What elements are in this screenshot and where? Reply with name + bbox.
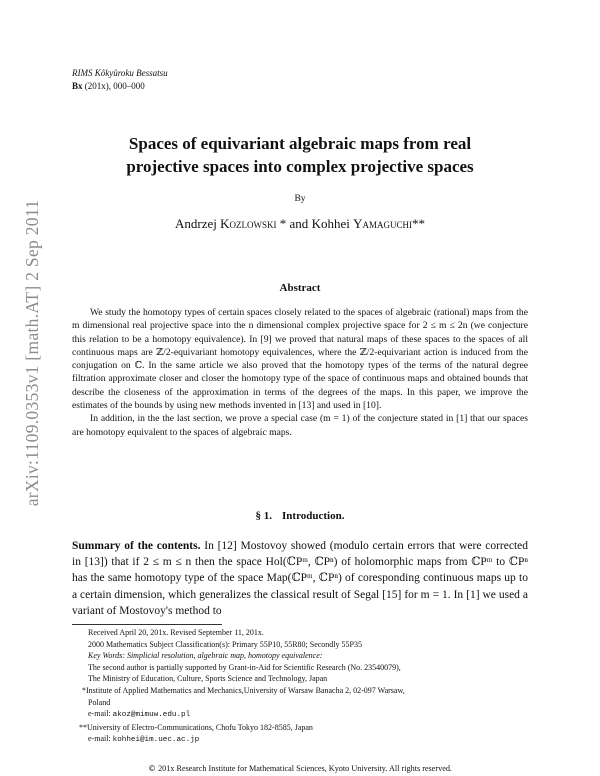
abstract-paragraph-2: In addition, in the the last section, we prove a special case (m = 1) of the conjecture stated in [1] that our spaces are homotopy equivalent to the spaces of algebraic maps. [72, 413, 528, 438]
title-line-2: projective spaces into complex projective spaces [126, 157, 474, 176]
email-2-label: e-mail: [88, 734, 113, 744]
email-1-label: e-mail: [88, 709, 113, 719]
copyright-text: 201x Research Institute for Mathematical Sciences, Kyoto University. All rights reserved. [156, 764, 452, 773]
section-number: § 1. [255, 510, 273, 522]
footnote-affiliation-1: *Institute of Applied Mathematics and Mechanics,University of Warsaw Banacha 2, 02-097 Warsaw, [82, 685, 405, 695]
author-and: and [286, 216, 312, 231]
intro-text: In [12] Mostovoy showed (modulo certain errors that were corrected in [13]) that if 2 ≤ m ≤ n then the space Hol(ℂPᵐ, ℂPⁿ) of holomorphic maps from ℂPᵐ to ℂPⁿ has the same homotopy type of the space Map(ℂPᵐ, ℂPⁿ) of coresponding continuous maps up to a certain dimension, which generalizes the classical result of Segal [15] for m = 1. In [1] we used a variant of Mostovoy's method to [72, 540, 528, 617]
footnote-received: Received April 20, 201x. Revised September 11, 201x. [88, 628, 264, 637]
email-1-link[interactable]: akoz@mimuw.edu.pl [112, 711, 191, 720]
footnote-affiliation-1-country: Poland [88, 697, 111, 707]
arxiv-stamp: arXiv:1109.0353v1 [math.AT] 2 Sep 2011 [22, 199, 42, 507]
footnote-msc: 2000 Mathematics Subject Classification(s): Primary 55P10, 55R80; Secondly 55P35 [88, 639, 362, 649]
footnote-email-1-line [88, 708, 528, 722]
abstract-paragraph-1: We study the homotopy types of certain spaces closely related to the spaces of algebraic (rational) maps from the m dimensional real projective space into the n dimensional complex projective space for 2 ≤ m ≤ 2n (we conjecture this relation to be a homotopy equivalence). In [9] we proved that natural maps of these spaces to the spaces of all continuous maps are ℤ/2-equivariant homotopy equivalences, where the ℤ/2-equivariant action is induced from the conjugation on ℂ. In the same article we also proved that the homotopy types of the terms of the natural degree filtration approximate closer and closer the homotopy type of the space of continuous maps and obtained bounds that describe the closeness of the approximation in terms of the degrees of the maps. In this paper, we improve the estimates of the bounds by using new methods invented in [13] and used in [10]. [72, 307, 528, 412]
journal-header [72, 67, 168, 93]
email-2-link[interactable]: kohhei@im.uec.ac.jp [112, 736, 200, 745]
by-label: By [294, 194, 306, 204]
footnote-keywords: Key Words: Simplicial resolution, algebraic map, homotopy equivalence: [88, 651, 323, 661]
author-1-mark: * [276, 216, 287, 231]
footnote-support-1: The second author is partially supported by Grant-in-Aid for Scientific Research (No. 23540079), [88, 662, 401, 672]
footnote-support-2: The Ministry of Education, Culture, Sports Science and Technology, Japan [88, 674, 328, 684]
volume-year-pages: (201x), 000–000 [82, 81, 145, 91]
author-1-first: Andrzej [175, 216, 221, 231]
intro-paragraph [72, 538, 528, 619]
volume-label: Bx [72, 81, 83, 91]
abstract-heading: Abstract [279, 282, 321, 294]
copyright-symbol: © [148, 764, 157, 773]
paper-title [60, 132, 540, 178]
footnote-email-2-line [88, 733, 528, 747]
footnote-affiliation-2: **University of Electro-Communications, Chofu Tokyo 182-8585, Japan [79, 722, 313, 732]
author-1-last: Kozlowski [220, 216, 277, 231]
section-heading [0, 510, 600, 522]
footnote-rule [72, 624, 222, 625]
author-2-first: Kohhei [311, 216, 354, 231]
author-2-last: Yamaguchi [353, 216, 412, 231]
abstract-body [72, 306, 528, 439]
section-title: Introduction. [282, 510, 345, 522]
copyright-line [0, 764, 600, 774]
intro-lead: Summary of the contents. [72, 540, 201, 552]
journal-volume [72, 80, 168, 93]
author-line [0, 216, 600, 232]
author-2-mark: ** [411, 216, 425, 231]
intro-body [72, 538, 528, 619]
footnotes [79, 627, 528, 747]
title-line-1: Spaces of equivariant algebraic maps from real [128, 134, 472, 153]
journal-series: RIMS Kôkyûroku Bessatsu [72, 68, 168, 78]
